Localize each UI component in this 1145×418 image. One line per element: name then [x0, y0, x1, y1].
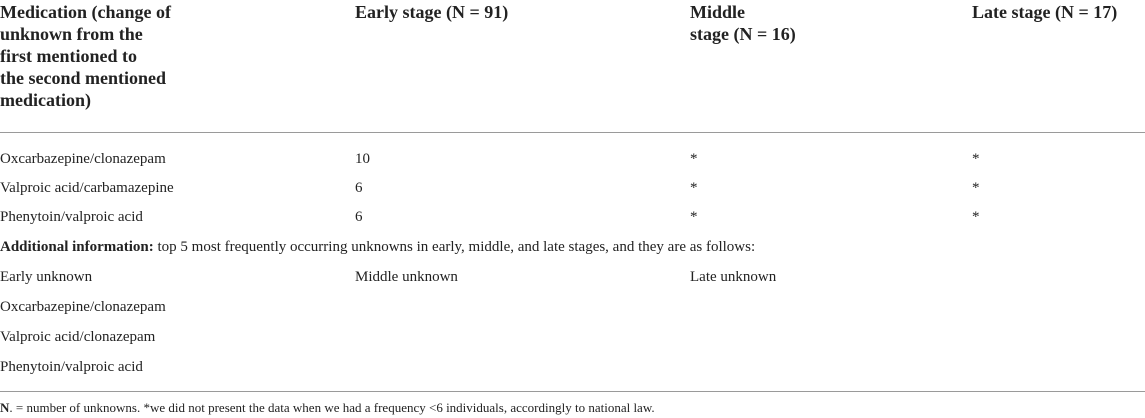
list-item: Oxcarbazepine/clonazepam: [0, 299, 166, 315]
cell-late: *: [972, 151, 980, 167]
table-footnote: [0, 400, 655, 416]
cell-late: *: [972, 209, 980, 225]
cell-early: 6: [355, 180, 363, 196]
footnote-label: N: [0, 400, 10, 415]
cell-medication: Valproic acid/carbamazepine: [0, 180, 174, 196]
list-item: Phenytoin/valproic acid: [0, 359, 143, 375]
additional-information: [0, 238, 755, 256]
header-late-stage: Late stage (N = 17): [972, 2, 1118, 22]
header-medication: Medication (change of unknown from the first mentioned to the second mentioned medication): [0, 2, 171, 110]
cell-middle: *: [690, 151, 698, 167]
cell-medication: Oxcarbazepine/clonazepam: [0, 151, 166, 167]
additional-information-text: top 5 most frequently occurring unknowns in early, middle, and late stages, and they are as follows:: [153, 239, 756, 255]
late-unknown-heading: Late unknown: [690, 269, 777, 285]
cell-early: 10: [355, 151, 370, 167]
cell-early: 6: [355, 209, 363, 225]
footnote-text: . = number of unknowns. *we did not present the data when we had a frequency <6 individuals, accordingly to national law.: [9, 400, 655, 415]
table-bottom-rule: [0, 391, 1145, 392]
header-early-stage: Early stage (N = 91): [355, 2, 509, 22]
cell-middle: *: [690, 180, 698, 196]
early-unknown-heading: Early unknown: [0, 269, 93, 285]
cell-medication: Phenytoin/valproic acid: [0, 209, 143, 225]
cell-middle: *: [690, 209, 698, 225]
cell-late: *: [972, 180, 980, 196]
header-middle-stage: Middle stage (N = 16): [690, 2, 796, 44]
list-item: Valproic acid/clonazepam: [0, 329, 156, 345]
middle-unknown-heading: Middle unknown: [355, 269, 458, 285]
header-divider: [0, 132, 1145, 133]
additional-information-label: Additional information:: [0, 239, 154, 255]
